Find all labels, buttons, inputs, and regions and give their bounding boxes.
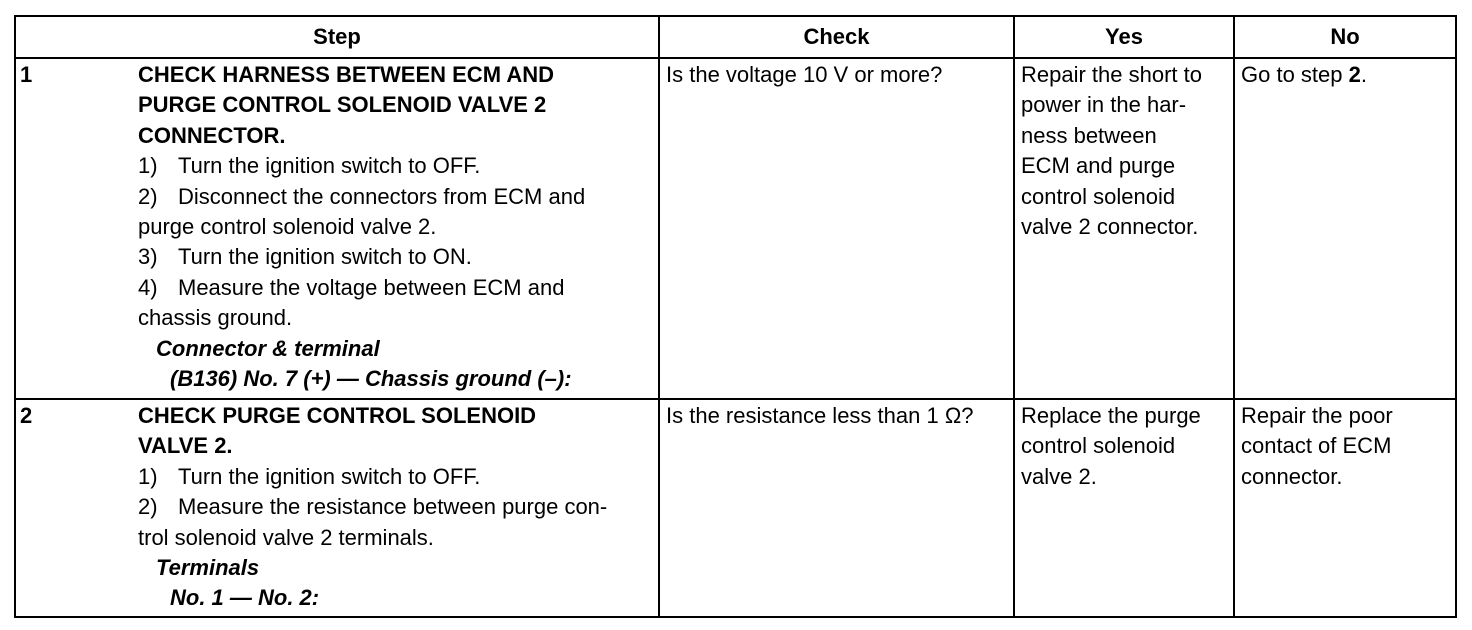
step-title-line: CONNECTOR. (138, 122, 286, 148)
yes-text: valve 2. (1021, 463, 1097, 489)
instruction-line: 3) Turn the ignition switch to ON. (138, 244, 472, 270)
no-text: Repair the poor (1241, 403, 1393, 428)
yes-text: ECM and purge (1021, 153, 1176, 179)
table-row (15, 399, 1456, 617)
yes-text: Repair the short to (1021, 62, 1202, 87)
no-text: connector. (1241, 463, 1343, 489)
instruction-line: 1) Turn the ignition switch to OFF. (138, 153, 481, 179)
spec-label: Terminals (156, 555, 260, 581)
header-row (15, 16, 1456, 58)
check-cell (659, 58, 1014, 399)
instruction-line: purge control solenoid valve 2. (138, 214, 437, 240)
check-text: Is the resistance less than 1 Ω? (666, 403, 974, 428)
yes-text: control solenoid (1021, 433, 1176, 459)
no-text: Go to step 2. (1241, 62, 1367, 87)
instruction-line: 4) Measure the voltage between ECM and (138, 274, 565, 300)
yes-cell (1014, 58, 1234, 399)
yes-text: valve 2 connector. (1021, 214, 1199, 240)
step-title-line: CHECK HARNESS BETWEEN ECM AND (138, 62, 554, 87)
no-cell (1234, 399, 1456, 617)
spec-value: No. 1 — No. 2: (170, 585, 320, 611)
no-cell (1234, 58, 1456, 399)
step-number: 1 (20, 62, 33, 87)
no-text: contact of ECM (1241, 433, 1392, 459)
yes-text: control solenoid (1021, 183, 1176, 209)
header-check: Check (659, 16, 1014, 58)
step-title-line: VALVE 2. (138, 433, 233, 459)
instruction-line: 2) Disconnect the connectors from ECM and (138, 183, 586, 209)
yes-text: ness between (1021, 122, 1157, 148)
spec-label: Connector & terminal (156, 335, 380, 361)
instruction-line: trol solenoid valve 2 terminals. (138, 524, 434, 550)
check-cell (659, 399, 1014, 617)
instruction-line: chassis ground. (138, 305, 293, 331)
spec-value: (B136) No. 7 (+) — Chassis ground (–): (170, 366, 572, 392)
header-no: No (1234, 16, 1456, 58)
check-text: Is the voltage 10 V or more? (666, 62, 943, 87)
diagnostic-table (14, 15, 1457, 618)
step-title-line: CHECK PURGE CONTROL SOLENOID (138, 403, 537, 428)
instruction-line: 1) Turn the ignition switch to OFF. (138, 463, 481, 489)
yes-text: Replace the purge (1021, 403, 1201, 428)
table-row (15, 58, 1456, 399)
step-cell (15, 58, 659, 399)
step-number: 2 (20, 403, 33, 428)
instruction-line: 2) Measure the resistance between purge con- (138, 494, 608, 520)
step-title-line: PURGE CONTROL SOLENOID VALVE 2 (138, 92, 547, 118)
yes-text: power in the har- (1021, 92, 1187, 118)
header-step: Step (15, 16, 659, 58)
step-cell (15, 399, 659, 617)
header-yes: Yes (1014, 16, 1234, 58)
yes-cell (1014, 399, 1234, 617)
